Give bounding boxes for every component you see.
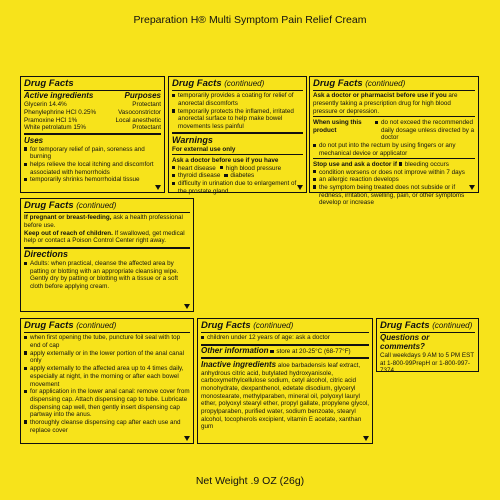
panel-continued-label: (continued) (365, 79, 406, 88)
condition-item: high blood pressure (220, 165, 281, 173)
warning-item: do not exceed the recommended daily dosage unless directed by a doctor (375, 119, 475, 142)
uses-heading: Uses (24, 135, 44, 145)
ingredient-purpose: Protectant (132, 101, 161, 109)
pregnancy-text: ask a health professional before use. (24, 214, 183, 230)
condition-item: difficulty in urination due to enlargement of the prostate gland (172, 180, 303, 195)
ingredient-purpose: Vasoconstrictor (118, 108, 161, 116)
when-using-heading: When using this product (313, 118, 362, 134)
direction-item: thoroughly cleanse dispensing cap after each use and replace cover (24, 419, 190, 434)
direction-item: when first opening the tube, puncture foil seal with top end of cap (24, 334, 190, 349)
panel-title: Drug Facts (172, 78, 222, 89)
drug-facts-panel-2 (168, 76, 307, 193)
drug-facts-panel-1 (20, 76, 165, 193)
continue-arrow-icon (155, 185, 161, 190)
ingredient-row (24, 124, 161, 132)
keep-out-heading: Keep out of reach of children. (24, 229, 113, 237)
inactive-ingredients-text: aloe barbadensis leaf extract, anhydrous citric acid, butylated hydroxyanisole, carboxymethylcellulose sodium, cetyl alcohol, citric acid monohydrate, dexpanthenol, edetate disodium, glyceryl monostearate, methylparaben, mineral oil, polyoxyl lauryl ether, polyoxyl stearyl ether, propyl gallate, propylene glycol, propylparaben, purified water, sodium benzoate, stearyl alcohol, tocopherols excipient, vitamin E acetate, xanthan gum (201, 361, 370, 431)
inactive-ingredients-heading: Inactive ingredients (201, 359, 277, 369)
drug-facts-panel-4 (20, 198, 194, 312)
use-item: temporarily provides a coating for relief of anorectal discomforts (172, 92, 303, 107)
warning-item: the symptom being treated does not subside or if redness, irritation, swelling, pain, or other symptoms develop or increase (313, 184, 475, 207)
active-ingredients-heading: Active ingredients (24, 91, 94, 101)
panel-continued-label: (continued) (76, 321, 117, 330)
drug-facts-panel-3 (309, 76, 479, 207)
condition-item: diabetes (224, 172, 254, 180)
questions-text: Call weekdays 9 AM to 5 PM EST at 1-800-99PrepH or 1-800-997-7374 (380, 352, 475, 375)
direction-item: for application in the lower anal canal: remove cover from dispensing cap. Attach dispensing cap to tube. Lubricate dispensing cap well, then gently insert dispensing cap partway into the anus. (24, 388, 190, 419)
use-item: for temporary relief of pain, soreness and burning (24, 146, 161, 161)
panel-title: Drug Facts (24, 320, 74, 331)
warning-item: bleeding occurs (399, 161, 449, 169)
ask-pharmacist-text: are presently taking a prescription drug for high blood pressure or depression. (313, 92, 458, 115)
condition-item: thyroid disease (172, 172, 220, 180)
ingredient-row (24, 117, 161, 125)
pregnancy-heading: If pregnant or breast-feeding, (24, 214, 112, 222)
panel-title: Drug Facts (24, 78, 74, 89)
panel-continued-label: (continued) (253, 321, 294, 330)
use-item: helps relieve the local itching and discomfort associated with hemorrhoids (24, 161, 161, 176)
warning-item: condition worsens or does not improve within 7 days (313, 169, 475, 177)
ingredient-name: Pramoxine HCl 1% (24, 116, 78, 124)
warning-item: do not put into the rectum by using fingers or any mechanical device or applicator (313, 142, 475, 157)
ingredient-purpose: Local anesthetic (115, 116, 161, 124)
panel-continued-label: (continued) (224, 79, 265, 88)
drug-facts-panel-5 (20, 318, 194, 444)
panel-title: Drug Facts (380, 320, 430, 331)
ingredient-purpose: Protectant (132, 124, 161, 132)
condition-item: heart disease (172, 165, 216, 173)
other-information-text: store at 20-25°C (68-77°F) (270, 348, 350, 356)
continue-arrow-icon (184, 436, 190, 441)
continue-arrow-icon (184, 304, 190, 309)
other-information-heading: Other information (201, 346, 269, 356)
net-weight: Net Weight .9 OZ (26g) (195, 475, 305, 487)
product-title: Preparation H® Multi Symptom Pain Relief Cream (133, 14, 367, 26)
questions-heading: Questions or comments? (380, 333, 430, 352)
stop-use-heading: Stop use and ask a doctor if (313, 160, 397, 168)
direction-item: apply externally to the affected area up to 4 times daily, especially at night, in the morning or after each bowel movement (24, 365, 190, 388)
ingredient-name: Glycerin 14.4% (24, 101, 67, 109)
ingredient-name: Phenylephrine HCl 0.25% (24, 108, 97, 116)
direction-item: Adults: when practical, cleanse the affected area by patting or blotting with an appropriate cleansing wipe. Gently dry by patting or blotting with a tissue or a soft cloth before applying cream. (24, 260, 190, 291)
direction-item: apply externally or in the lower portion of the anal canal only (24, 350, 190, 365)
ask-doctor-heading: Ask a doctor before use if you have (172, 156, 279, 164)
panel-title: Drug Facts (313, 78, 363, 89)
panel-title: Drug Facts (201, 320, 251, 331)
directions-heading: Directions (24, 249, 69, 260)
ask-pharmacist-heading: Ask a doctor or pharmacist before use if you (313, 92, 447, 100)
ingredient-row (24, 101, 161, 109)
direction-item: children under 12 years of age: ask a doctor (201, 334, 369, 342)
continue-arrow-icon (469, 185, 475, 190)
ingredient-name: White petrolatum 15% (24, 124, 86, 132)
purposes-heading: Purposes (124, 91, 161, 101)
use-item: temporarily protects the inflamed, irritated anorectal surface to help make bowel movements less painful (172, 108, 303, 131)
ingredient-row (24, 109, 161, 117)
panel-title: Drug Facts (24, 200, 74, 211)
panel-continued-label: (continued) (432, 321, 473, 330)
keep-out-text: If swallowed, get medical help or contact a Poison Control Center right away. (24, 229, 185, 245)
panel-continued-label: (continued) (76, 201, 117, 210)
use-item: temporarily shrinks hemorrhoidal tissue (24, 176, 161, 184)
continue-arrow-icon (363, 436, 369, 441)
continue-arrow-icon (297, 185, 303, 190)
warnings-heading: Warnings (172, 134, 213, 145)
external-use-text: For external use only (172, 145, 236, 153)
drug-facts-panel-7 (376, 318, 479, 375)
drug-facts-panel-6 (197, 318, 373, 444)
warning-item: an allergic reaction develops (313, 176, 475, 184)
